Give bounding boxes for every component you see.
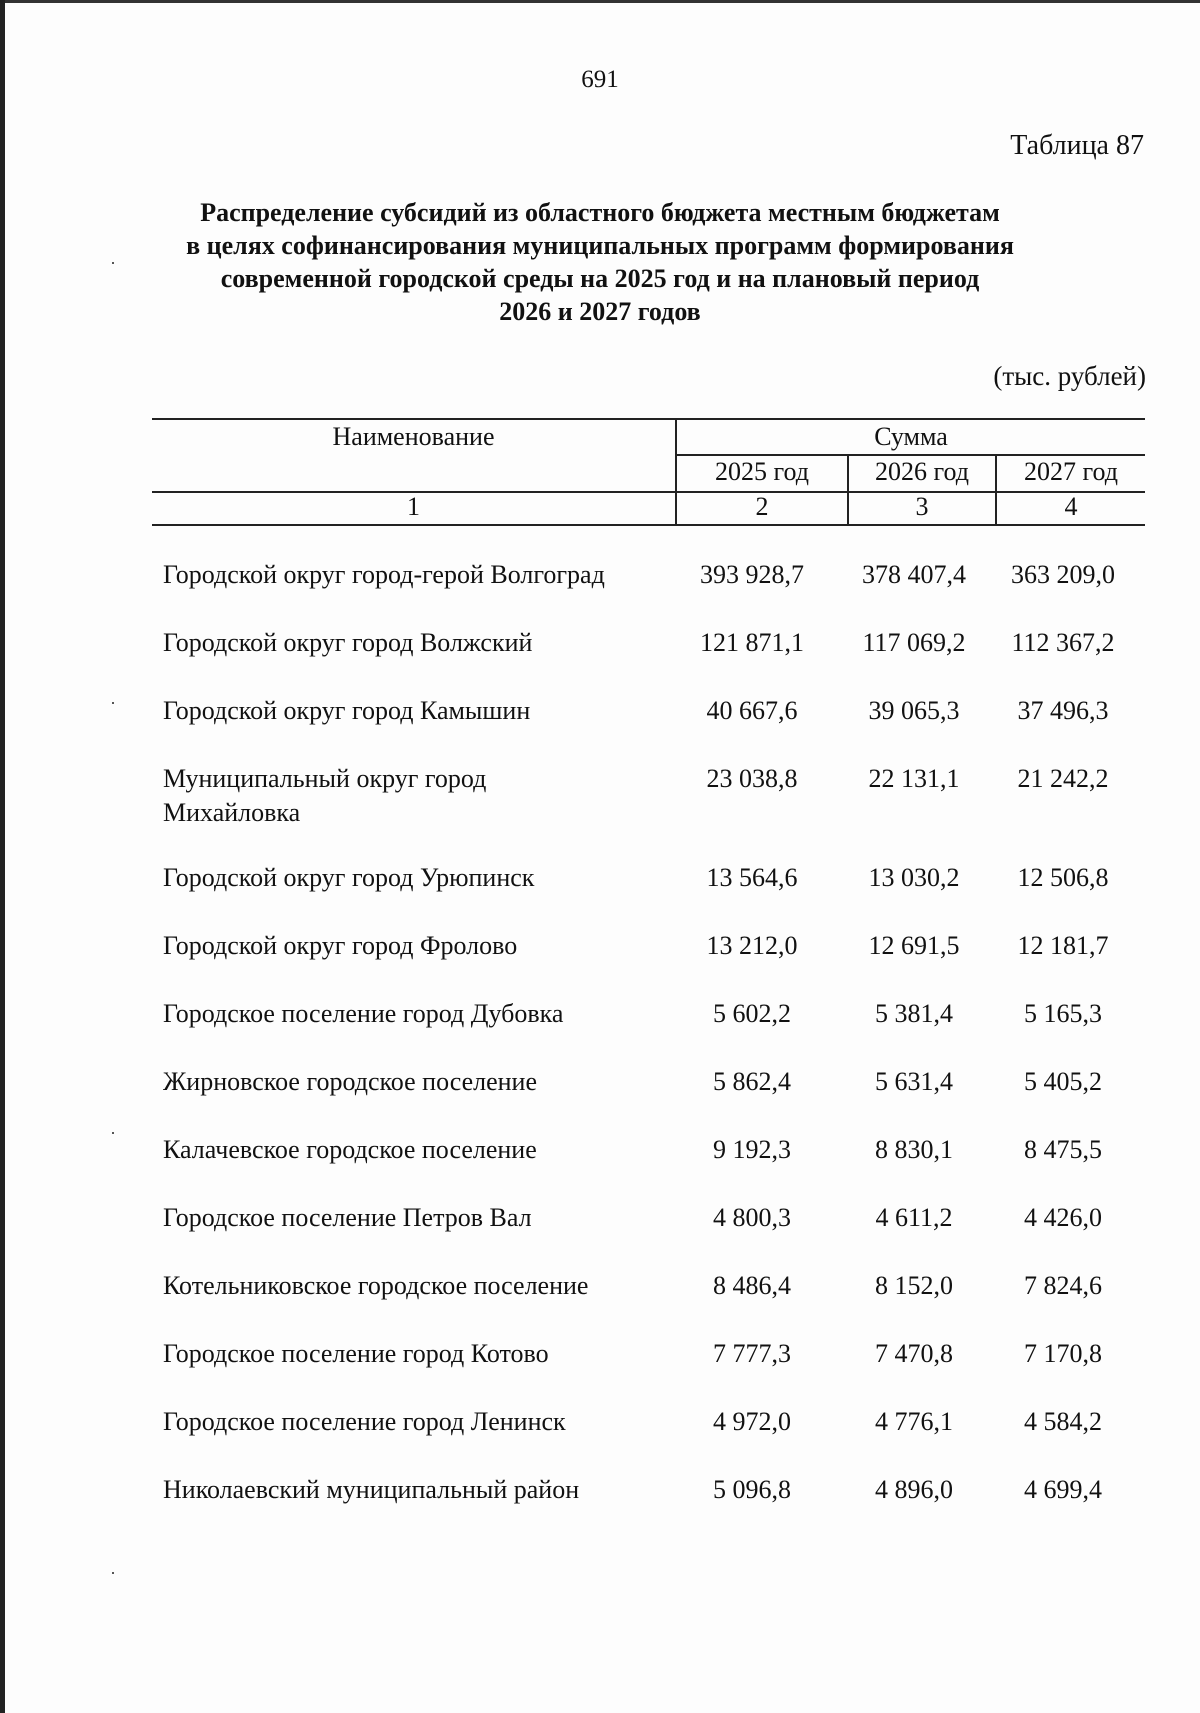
value-2025: 40 667,6 (706, 696, 798, 725)
title-line: в целях софинансирования муниципальных программ формирования (186, 231, 1014, 260)
value-2026: 378 407,4 (862, 560, 966, 589)
value-2027: 12 506,8 (1017, 863, 1109, 892)
row-name: Городской округ город-герой Волгоград (163, 560, 605, 589)
value-2027: 4 699,4 (1024, 1475, 1102, 1504)
value-2027: 37 496,3 (1017, 696, 1109, 725)
scan-left-border (0, 0, 5, 1713)
col-number: 2 (755, 492, 769, 521)
row-name-line: Михайловка (163, 798, 301, 827)
scan-mark (112, 1572, 114, 1574)
row-name: Городской округ город Камышин (163, 696, 531, 725)
value-2027: 363 209,0 (1011, 560, 1115, 589)
page-number: 691 (581, 66, 619, 93)
value-2025: 4 800,3 (713, 1203, 791, 1232)
value-2026: 5 631,4 (875, 1067, 953, 1096)
value-2026: 39 065,3 (868, 696, 960, 725)
value-2025: 393 928,7 (700, 560, 804, 589)
value-2026: 13 030,2 (868, 863, 960, 892)
header-sum: Сумма (874, 422, 948, 451)
value-2027: 5 165,3 (1024, 999, 1102, 1028)
value-2027: 8 475,5 (1024, 1135, 1102, 1164)
row-name: Калачевское городское поселение (163, 1135, 537, 1164)
header-year-2027: 2027 год (1024, 457, 1118, 486)
row-name: Городское поселение город Ленинск (163, 1407, 566, 1436)
value-2025: 5 602,2 (713, 999, 791, 1028)
value-2026: 4 776,1 (875, 1407, 953, 1436)
value-2027: 5 405,2 (1024, 1067, 1102, 1096)
title-line: современной городской среды на 2025 год и на плановый период (220, 264, 980, 293)
value-2025: 7 777,3 (713, 1339, 791, 1368)
row-name (163, 762, 683, 830)
col-number: 1 (407, 492, 420, 521)
value-2025: 9 192,3 (713, 1135, 791, 1164)
value-2027: 21 242,2 (1017, 764, 1109, 793)
header-year-2025: 2025 год (715, 457, 809, 486)
document-title (150, 196, 1050, 328)
value-2026: 22 131,1 (868, 764, 960, 793)
value-2027: 112 367,2 (1011, 628, 1115, 657)
row-name: Городской округ город Фролово (163, 931, 518, 960)
value-2025: 121 871,1 (700, 628, 804, 657)
table-number: Таблица 87 (1010, 130, 1144, 161)
title-line: Распределение субсидий из областного бюджета местным бюджетам (200, 198, 1000, 227)
value-2026: 5 381,4 (875, 999, 953, 1028)
sum-divider-rule (676, 454, 1145, 456)
col-number: 3 (915, 492, 929, 521)
row-name: Котельниковское городское поселение (163, 1271, 589, 1300)
value-2025: 23 038,8 (706, 764, 798, 793)
value-2027: 7 824,6 (1024, 1271, 1102, 1300)
value-2026: 117 069,2 (862, 628, 966, 657)
value-2026: 4 611,2 (875, 1203, 953, 1232)
scan-mark (112, 702, 114, 704)
value-2025: 13 212,0 (706, 931, 798, 960)
value-2025: 4 972,0 (713, 1407, 791, 1436)
col-number: 4 (1064, 492, 1078, 521)
header-year-2026: 2026 год (875, 457, 969, 486)
header-name: Наименование (332, 422, 495, 451)
value-2026: 4 896,0 (875, 1475, 953, 1504)
value-2027: 4 426,0 (1024, 1203, 1102, 1232)
scan-mark (112, 1132, 114, 1134)
row-name: Городской округ город Волжский (163, 628, 533, 657)
value-2025: 13 564,6 (706, 863, 798, 892)
title-line: 2026 и 2027 годов (499, 297, 701, 326)
scan-top-border (0, 0, 1200, 3)
value-2025: 8 486,4 (713, 1271, 791, 1300)
header-top-rule (152, 418, 1145, 420)
row-name: Жирновское городское поселение (163, 1067, 538, 1096)
value-2025: 5 862,4 (713, 1067, 791, 1096)
row-name: Городское поселение город Котово (163, 1339, 549, 1368)
row-name: Городское поселение город Дубовка (163, 999, 564, 1028)
row-name: Николаевский муниципальный район (163, 1475, 580, 1504)
row-name-line: Муниципальный округ город (163, 764, 487, 793)
value-2026: 7 470,8 (875, 1339, 953, 1368)
row-name: Городское поселение Петров Вал (163, 1203, 532, 1232)
row-name: Городской округ город Урюпинск (163, 863, 535, 892)
units-label: (тыс. рублей) (993, 361, 1146, 391)
value-2026: 12 691,5 (868, 931, 960, 960)
value-2026: 8 830,1 (875, 1135, 953, 1164)
scan-mark (112, 262, 114, 264)
value-2025: 5 096,8 (713, 1475, 791, 1504)
value-2027: 4 584,2 (1024, 1407, 1102, 1436)
value-2027: 7 170,8 (1024, 1339, 1102, 1368)
value-2027: 12 181,7 (1017, 931, 1109, 960)
value-2026: 8 152,0 (875, 1271, 953, 1300)
